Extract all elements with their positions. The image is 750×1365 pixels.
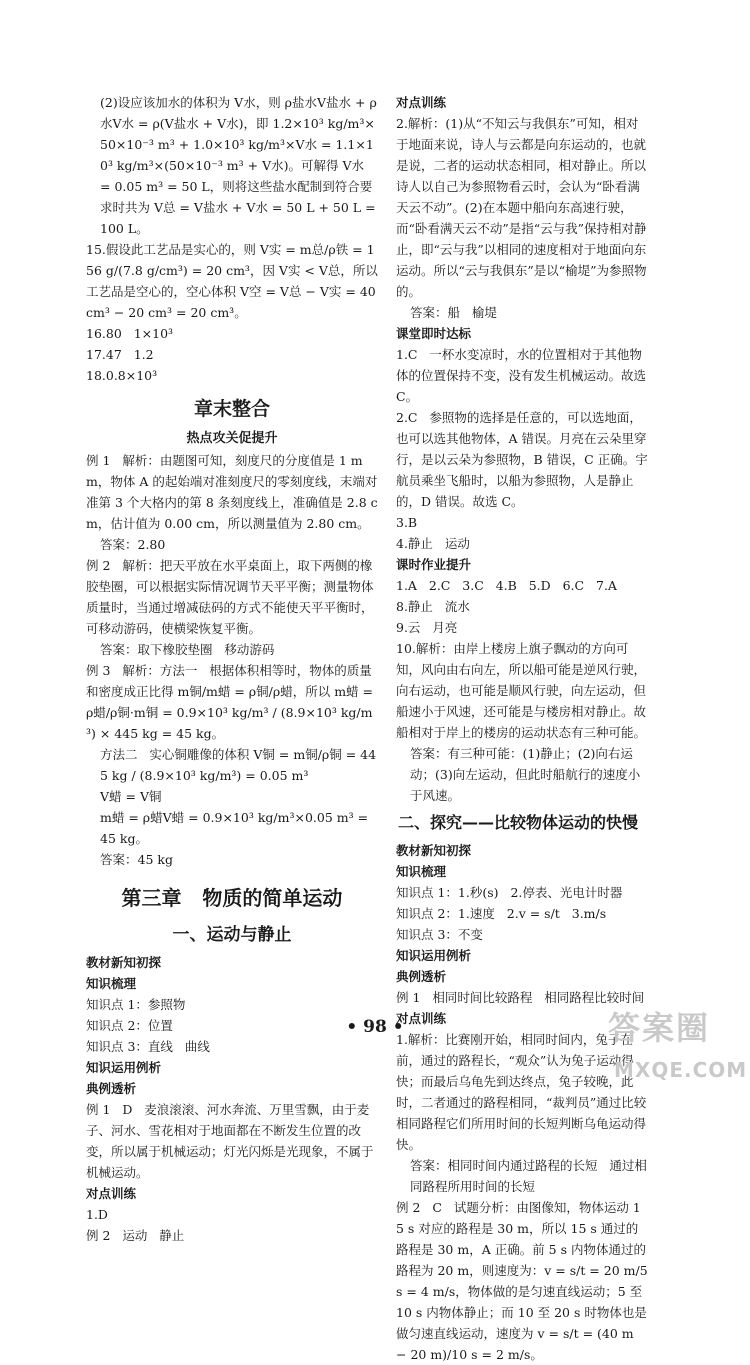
left-paragraph: 第三章 物质的简单运动 <box>121 886 343 910</box>
right-paragraph: 4.静止 运动 <box>396 536 470 551</box>
right-column <box>396 92 652 1365</box>
right-paragraph: 8.静止 流水 <box>396 599 470 614</box>
left-paragraph: 答案：45 kg <box>100 852 173 867</box>
left-paragraph: 知识点 2：位置 <box>86 1018 173 1033</box>
right-paragraph: 知识点 3：不变 <box>396 927 483 942</box>
right-paragraph: 答案：船 榆堤 <box>410 305 497 320</box>
right-paragraph: 知识点 1：1.秒(s) 2.停表、光电计时器 <box>396 885 623 900</box>
left-paragraph: 17.47 1.2 <box>86 347 154 362</box>
left-paragraph: 18.0.8×10³ <box>86 368 158 383</box>
left-paragraph: 教材新知初探 <box>86 955 162 970</box>
right-paragraph: 对点训练 <box>396 95 447 110</box>
left-paragraph: 方法二 实心铜雕像的体积 V铜 = m铜/ρ铜 = 445 kg / (8.9×10³ kg/m³) = 0.05 m³ <box>100 747 377 783</box>
left-paragraph: 章末整合 <box>193 398 270 420</box>
right-paragraph: 知识点 2：1.速度 2.v = s/t 3.m/s <box>396 906 607 921</box>
left-paragraph: 典例透析 <box>86 1081 137 1096</box>
right-paragraph: 1.A 2.C 3.C 4.B 5.D 6.C 7.A <box>396 578 617 593</box>
right-paragraph: 对点训练 <box>396 1011 447 1026</box>
left-paragraph: 知识运用例析 <box>86 1060 162 1075</box>
left-paragraph: 例 1 D 麦浪滚滚、河水奔流、万里雪飘，由于麦子、河水、雪花相对于地面都在不断发生位置的改变，所以属于机械运动；灯光闪烁是光现象，不属于机械运动。 <box>86 1102 374 1180</box>
right-paragraph: 例 1 相同时间比较路程 相同路程比较时间 <box>396 990 645 1005</box>
left-paragraph: 例 1 解析：由题图可知，刻度尺的分度值是 1 mm，物体 A 的起始端对准刻度尺的零刻度线，末端对准第 3 个大格内的第 8 条刻度线上，准确值是 2.8 cm，估计值为 0.00 cm，所以测量值为 2.80 cm。 <box>86 453 378 531</box>
left-paragraph: 16.80 1×10³ <box>86 326 174 341</box>
page-number: • 98 • <box>346 1017 404 1037</box>
left-paragraph: 例 2 解析：把天平放在水平桌面上，取下两侧的橡胶垫圈，可以根据实际情况调节天平平衡；测量物体质量时，当通过增减砝码的方式不能使天平平衡时，可移动游码，使横梁恢复平衡。 <box>86 558 374 636</box>
right-paragraph: 知识运用例析 <box>396 948 472 963</box>
left-paragraph: 例 3 解析：方法一 根据体积相等时，物体的质量和密度成正比得 m铜/m蜡 = ρ铜/ρ蜡，所以 m蜡 = ρ蜡/ρ铜·m铜 = 0.9×10³ kg/m³ / (8.9×10³ kg/m³) × 445 kg = 45 kg。 <box>86 663 377 741</box>
right-paragraph: 答案：相同时间内通过路程的长短 通过相同路程所用时间的长短 <box>410 1158 647 1194</box>
watermark <box>600 1010 750 1087</box>
right-paragraph: 2.C 参照物的选择是任意的，可以选地面，也可以选其他物体，A 错误。月亮在云朵里穿行，是以云朵为参照物，B 错误，C 正确。宇航员乘坐飞船时，以船为参照物，人是静止的，D 错误。故选 C。 <box>396 410 648 509</box>
left-paragraph: 一、运动与静止 <box>172 925 292 945</box>
right-paragraph: 3.B <box>396 515 418 530</box>
left-paragraph: 知识点 3：直线 曲线 <box>86 1039 210 1054</box>
left-paragraph: 15.假设此工艺品是实心的，则 V实 = m总/ρ铁 = 156 g/(7.8 g/cm³) = 20 cm³，因 V实 < V总，所以工艺品是空心的，空心体积 V空 = V总 − V实 = 40 cm³ − 20 cm³ = 20 cm³。 <box>86 242 380 320</box>
left-paragraph: 知识梳理 <box>86 976 137 991</box>
left-paragraph: 热点攻关促提升 <box>186 431 278 446</box>
right-paragraph: 教材新知初探 <box>396 843 472 858</box>
right-paragraph: 2.解析：(1)从“不知云与我俱东”可知，相对于地面来说，诗人与云都是向东运动的，也就是说，二者的运动状态相同，相对静止。所以诗人以自己为参照物看云时，会认为“卧看满天云不动”。(2)在本题中船向东高速行驶，而“卧看满天云不动”是指“云与我”保持相对静止，即“云与我”以相同的速度相对于地面向东运动。所以“云与我俱东”是以“榆堤”为参照物的。 <box>396 116 647 299</box>
left-paragraph: 答案：取下橡胶垫圈 移动游码 <box>100 642 275 657</box>
right-paragraph: 例 2 C 试题分析：由图像知，物体运动 15 s 对应的路程是 30 m，所以 15 s 通过的路程是 30 m，A 正确。前 5 s 内物体通过的路程为 20 m，则速度为：v = s/t = 20 m/5 s = 4 m/s，物体做的是匀速直线运动；5 至 10 s 内物体静止；而 10 至 20 s 时物体也是做匀速直线运动，速度为 v = s/t = (40 m − 20 m)/10 s = 2 m/s。 <box>396 1200 652 1362</box>
left-paragraph: 例 2 运动 静止 <box>86 1228 185 1243</box>
left-column <box>86 92 378 1246</box>
right-paragraph: 典例透析 <box>396 969 447 984</box>
right-paragraph: 10.解析：由岸上楼房上旗子飘动的方向可知，风向由右向左，所以船可能是逆风行驶，向右运动，也可能是顺风行驶，向左运动，但船速小于风速，还可能是与楼房相对静止。故船相对于岸上的楼房的运动状态有三种可能。 <box>396 641 647 740</box>
left-paragraph: 对点训练 <box>86 1186 137 1201</box>
left-paragraph: (2)设应该加水的体积为 V水，则 ρ盐水V盐水 + ρ水V水 = ρ(V盐水 + V水)，即 1.2×10³ kg/m³×50×10⁻³ m³ + 1.0×10³ kg/m³×V水 = 1.1×10³ kg/m³×(50×10⁻³ m³ + V水)。可解得 V水 = 0.05 m³ = 50 L，则将这些盐水配制到符合要求时共为 V总 = V盐水 + V水 = 50 L + 50 L = 100 L。 <box>100 95 380 236</box>
right-paragraph: 知识梳理 <box>396 864 447 879</box>
left-paragraph: V蜡 = V铜 <box>100 789 162 804</box>
right-paragraph: 课堂即时达标 <box>396 326 472 341</box>
right-paragraph: 9.云 月亮 <box>396 620 458 635</box>
left-paragraph: m蜡 = ρ蜡V蜡 = 0.9×10³ kg/m³×0.05 m³ = 45 kg。 <box>100 810 373 846</box>
left-paragraph: 1.D <box>86 1207 108 1222</box>
left-paragraph: 答案：2.80 <box>100 537 166 552</box>
right-paragraph: 1.C 一杯水变凉时，水的位置相对于其他物体的位置保持不变，没有发生机械运动。故选 C。 <box>396 347 650 404</box>
right-paragraph: 课时作业提升 <box>396 557 472 572</box>
right-paragraph: 1.解析：比赛刚开始，相同时间内，兔子在前，通过的路程长，“观众”认为兔子运动得快；而最后乌龟先到达终点，兔子较晚，此时，二者通过的路程相同，“裁判员”通过比较相同路程它们所用时间的长短判断乌龟运动得快。 <box>396 1032 647 1152</box>
right-paragraph: 二、探究——比较物体运动的快慢 <box>397 813 638 832</box>
right-paragraph: 答案：有三种可能：(1)静止；(2)向右运动；(3)向左运动，但此时船航行的速度小于风速。 <box>410 746 641 803</box>
watermark-logo-text: 答案圈 <box>608 1009 711 1047</box>
watermark-url: MXQE.COM <box>614 1058 748 1082</box>
left-paragraph: 知识点 1：参照物 <box>86 997 186 1012</box>
